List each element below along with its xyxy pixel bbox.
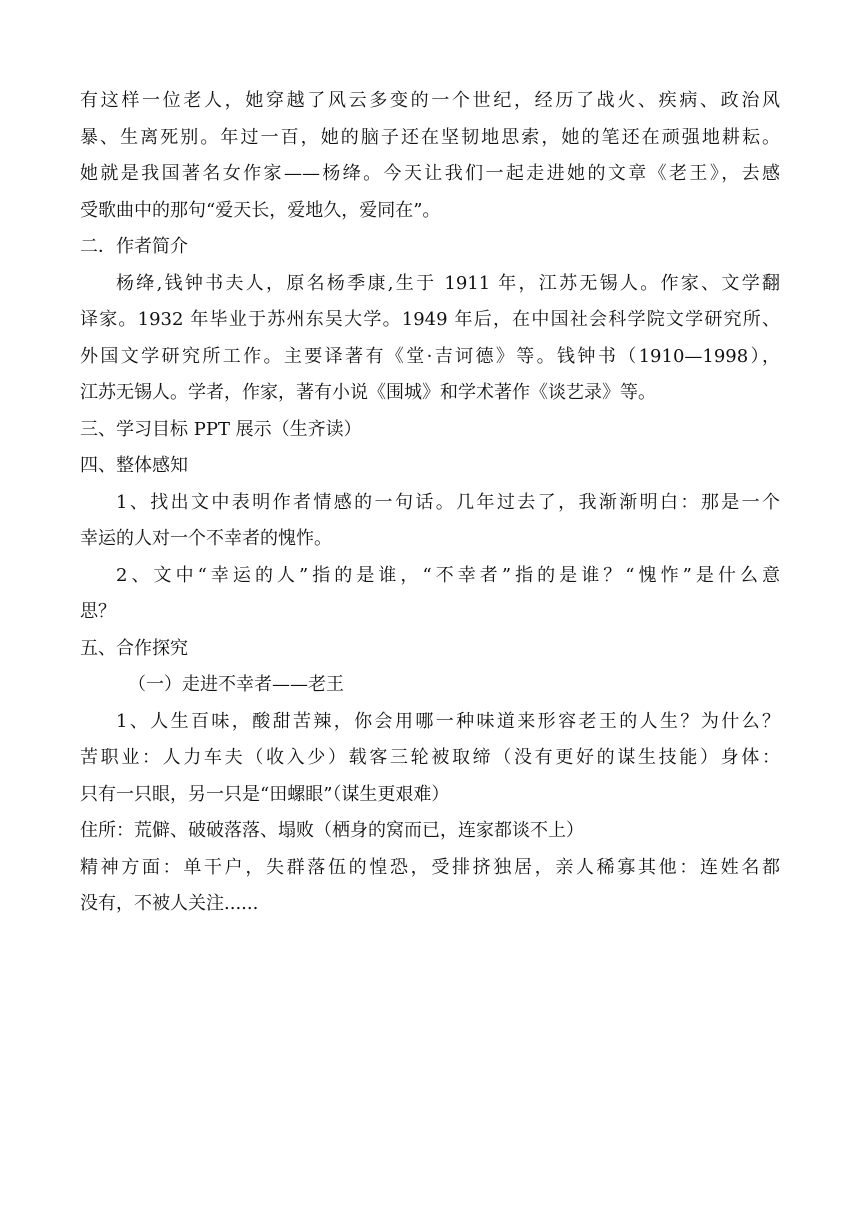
section-heading: 二．作者简介 [80,236,188,257]
text-line: 幸运的人对一个不幸者的愧怍。 [80,528,332,549]
subsection-heading: （一）走进不幸者——老王 [128,674,344,695]
text-line: 杨绛,钱钟书夫人，原名杨季康,生于 1911 年，江苏无锡人。作家、文学翻 [116,272,780,294]
text-line: 思？ [80,601,116,622]
section-heading: 五、合作探究 [80,637,188,659]
text-line: 外国文学研究所工作。主要译著有《堂·吉诃德》等。钱钟书（1910—1998）， [80,345,780,367]
text-line: 2、文中“幸运的人”指的是谁，“不幸者”指的是谁？“愧怍”是什么意 [116,564,780,586]
text-line: 暴、生离死别。年过一百，她的脑子还在坚韧地思索，她的笔还在顽强地耕耘。 [80,126,780,148]
text-line: 没有，不被人关注...... [80,893,259,914]
text-line: 江苏无锡人。学者，作家，著有小说《围城》和学术著作《谈艺录》等。 [80,382,656,403]
text-line: 受歌曲中的那句“爱天长，爱地久，爱同在”。 [80,199,441,221]
text-line: 译家。1932 年毕业于苏州东吴大学。1949 年后，在中国社会科学院文学研究所、 [80,309,780,330]
text-line: 住所：荒僻、破破落落、塌败（栖身的窝而已，连家都谈不上） [80,820,584,841]
text-line: 她就是我国著名女作家——杨绛。今天让我们一起走进她的文章《老王》，去感 [80,163,780,184]
document-page [80,83,780,923]
text-line: 苦职业：人力车夫（收入少）载客三轮被取缔（没有更好的谋生技能）身体： [80,747,780,768]
text-line: 1、找出文中表明作者情感的一句话。几年过去了，我渐渐明白：那是一个 [116,491,780,513]
section-heading: 三、学习目标 PPT 展示（生齐读） [80,418,362,440]
text-line: 只有一只眼，另一只是“田螺眼”（谋生更艰难） [80,783,450,805]
text-line: 1、人生百味，酸甜苦辣，你会用哪一种味道来形容老王的人生？为什么？ [116,710,780,732]
section-heading: 四、整体感知 [80,455,188,476]
text-line: 精神方面：单干户，失群落伍的惶恐，受排挤独居，亲人稀寡其他：连姓名都 [80,856,780,878]
text-line: 有这样一位老人，她穿越了风云多变的一个世纪，经历了战火、疾病、政治风 [80,90,780,111]
